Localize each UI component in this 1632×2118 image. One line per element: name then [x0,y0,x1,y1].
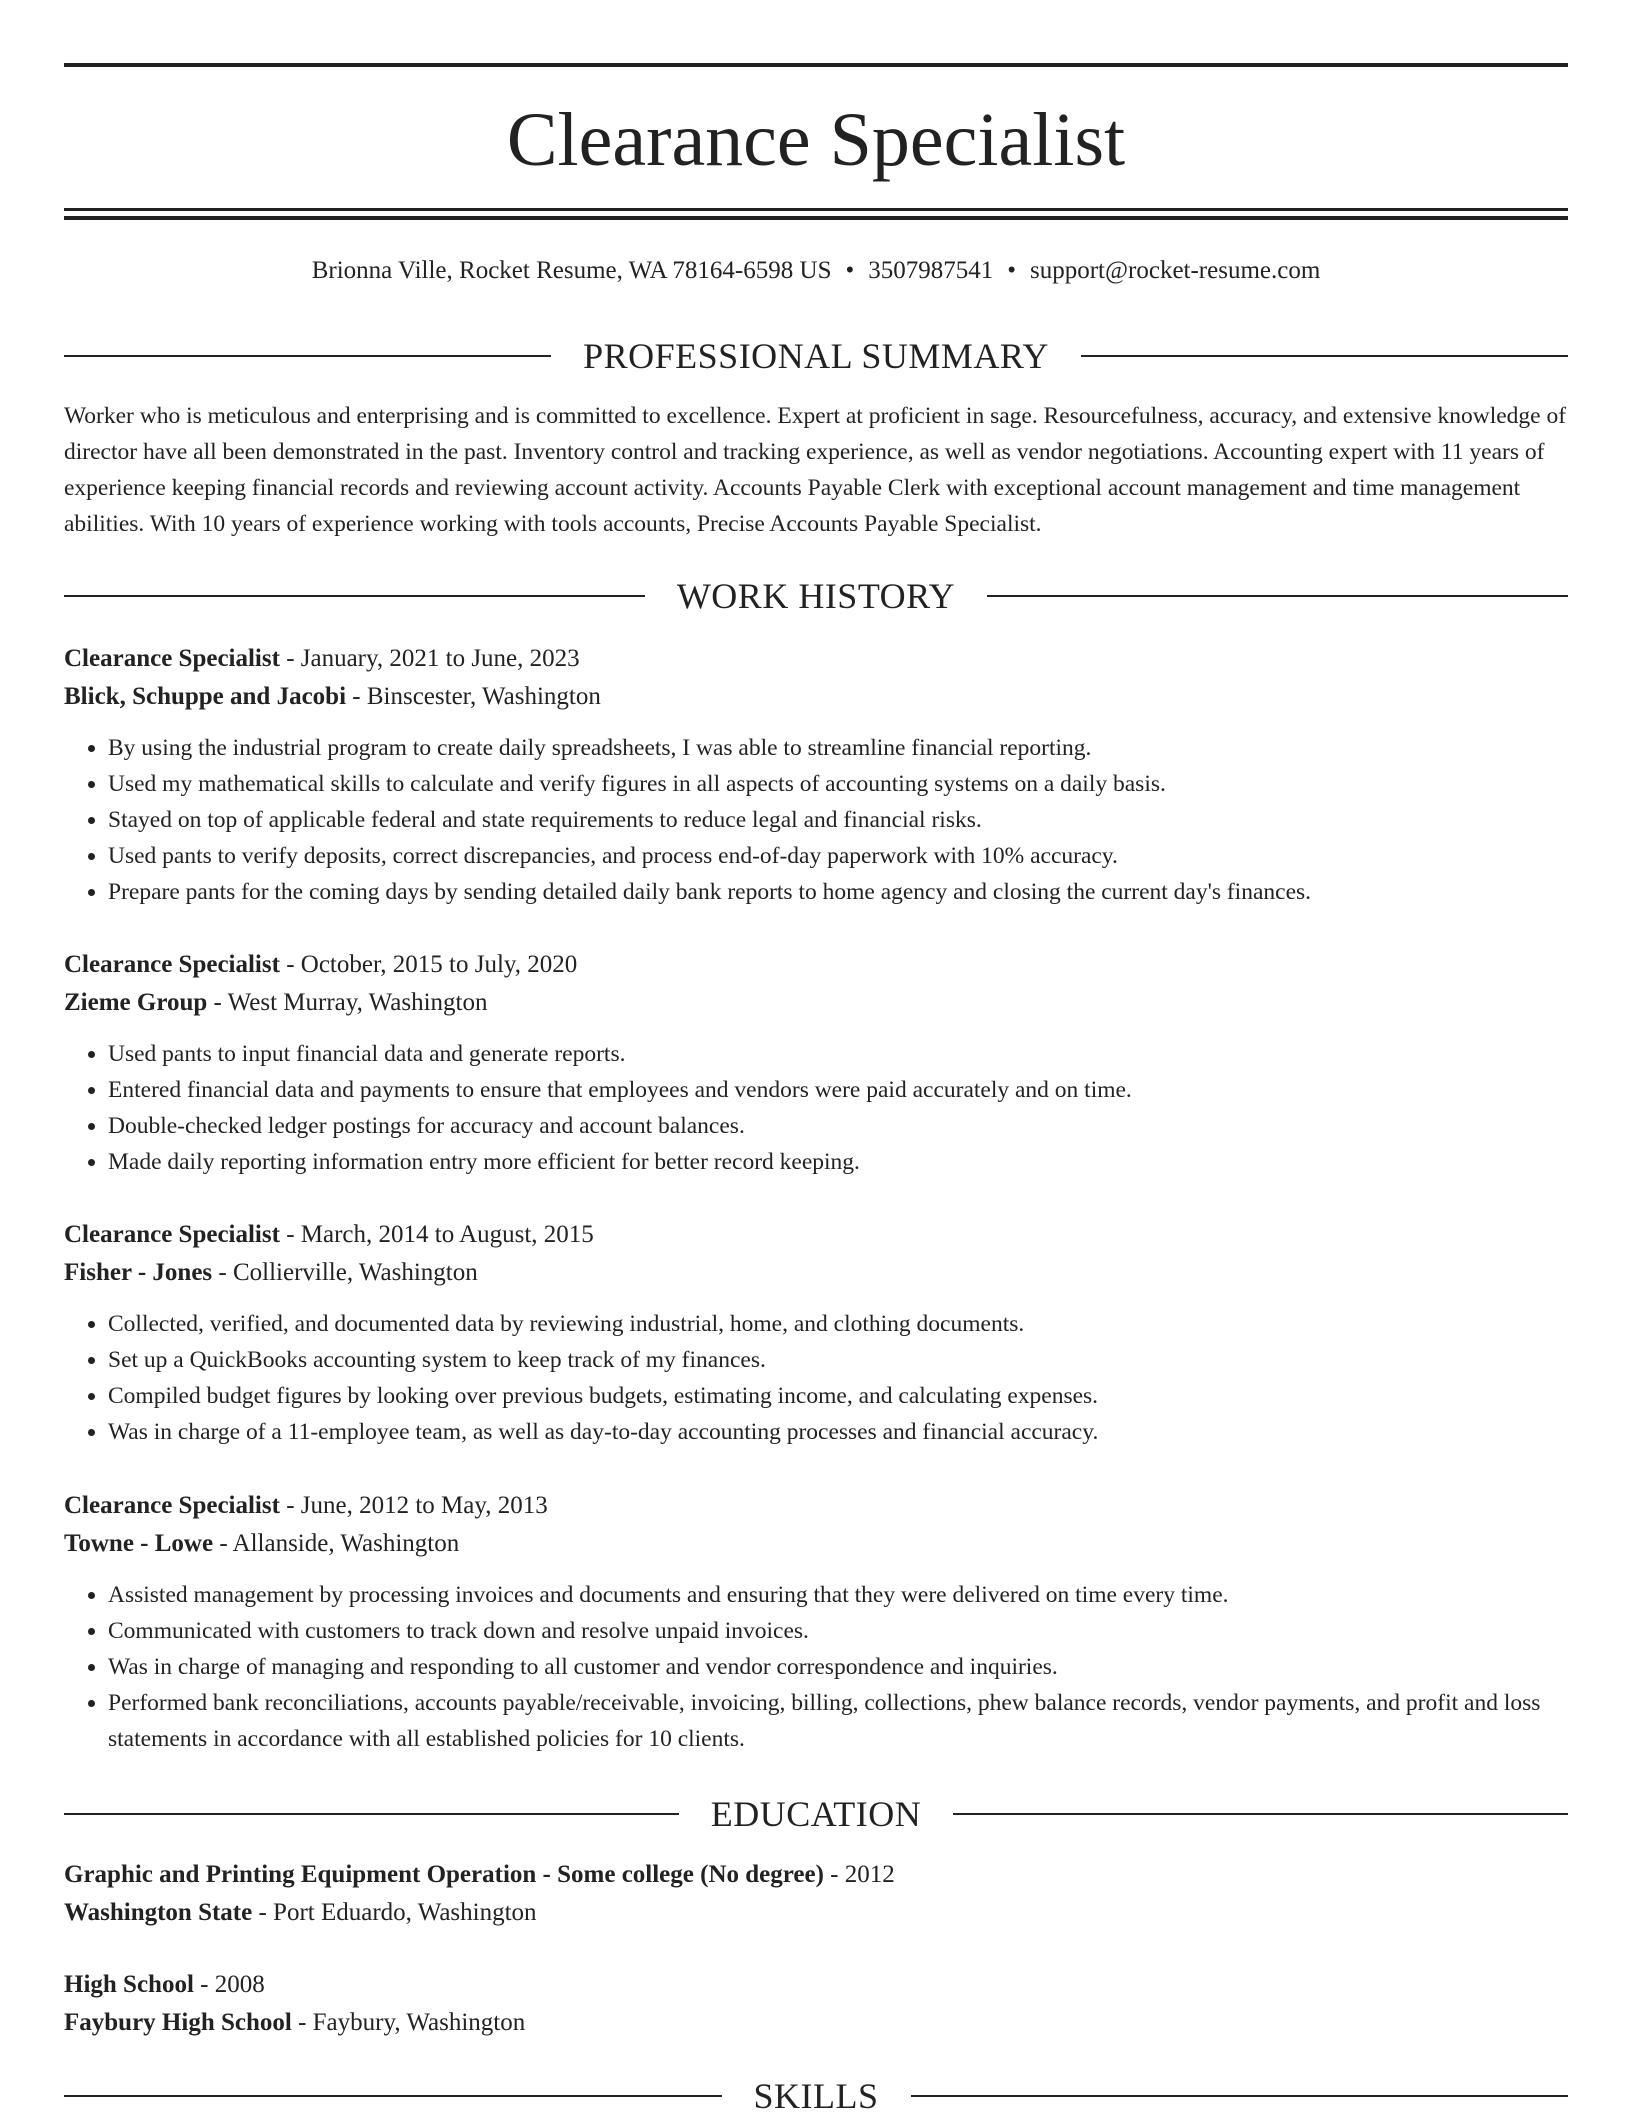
contact-phone: 3507987541 [868,257,994,284]
job-title-line [64,640,1568,678]
heading-rule [64,2095,722,2097]
contact-separator: • [1007,257,1016,284]
education-entry [64,1856,1568,1932]
section-heading-work-history [64,574,1568,618]
section-title: EDUCATION [710,1794,922,1834]
job-bullet: • Was in charge of managing and responding to all customer and vendor correspondence and inquiries. [108,1649,1568,1685]
job-bullet: • Prepare pants for the coming days by sending detailed daily bank reports to home agency and closing the current day's finances. [108,874,1568,910]
job-bullets [64,730,1568,910]
job-entry [64,1216,1568,1450]
job-bullet: • Performed bank reconciliations, accounts payable/receivable, invoicing, billing, collections, phew balance records, vendor payments, and profit and loss statements in accordance with all established policies for 10 clients. [108,1685,1568,1757]
job-bullets [64,1306,1568,1450]
job-title-line [64,1216,1568,1254]
job-company-line [64,678,1568,716]
job-bullet: • Used pants to verify deposits, correct discrepancies, and process end-of-day paperwork with 10% accuracy. [108,838,1568,874]
education-degree: High School [64,1971,194,1998]
section-heading-summary [64,334,1568,378]
education-degree: Graphic and Printing Equipment Operation - Some college (No degree) [64,1861,824,1888]
job-bullet: • Made daily reporting information entry more efficient for better record keeping. [108,1144,1568,1180]
job-company: Towne - Lowe [64,1530,214,1557]
title-rule-lower [64,216,1568,220]
education-year: - 2008 [193,1971,265,1998]
education-entry [64,1966,1568,2042]
job-title-line [64,946,1568,984]
job-title-line [64,1487,1568,1525]
education-school: Washington State [64,1899,253,1926]
job-company: Fisher - Jones [64,1259,213,1286]
section-title: PROFESSIONAL SUMMARY [583,336,1049,376]
heading-rule [64,595,645,597]
title-rule-upper [64,208,1568,211]
education-school-line [64,2004,1568,2042]
job-dates: - January, 2021 to June, 2023 [279,645,580,672]
job-title: Clearance Specialist [64,1492,280,1519]
job-bullet: • Assisted management by processing invoices and documents and ensuring that they were delivered on time every time. [108,1577,1568,1613]
job-bullet: • Communicated with customers to track down and resolve unpaid invoices. [108,1613,1568,1649]
heading-rule [1081,355,1568,357]
education-school: Faybury High School [64,2009,292,2036]
job-bullet: • Stayed on top of applicable federal and state requirements to reduce legal and financial risks. [108,802,1568,838]
section-heading-education [64,1792,1568,1836]
job-location: - Collierville, Washington [212,1259,478,1286]
job-company: Zieme Group [64,989,208,1016]
education-degree-line [64,1856,1568,1894]
heading-rule [953,1813,1568,1815]
job-bullet: • Used my mathematical skills to calculate and verify figures in all aspects of accounting systems on a daily basis. [108,766,1568,802]
top-rule [64,63,1568,67]
job-location: - Allanside, Washington [213,1530,460,1557]
job-entry [64,1487,1568,1757]
summary-text: Worker who is meticulous and enterprising and is committed to excellence. Expert at proficient in sage. Resourcefulness, accuracy, and extensive knowledge of director have all been demonstrated in the past. Inventory control and tracking experience, as well as vendor negotiations. Accounting expert with 11 years of experience keeping financial records and reviewing account activity. Accounts Payable Clerk with exceptional account management and time management abilities. With 10 years of experience working with tools accounts, Precise Accounts Payable Specialist. [64,403,1567,537]
education-degree-line [64,1966,1568,2004]
job-entry [64,946,1568,1180]
job-dates: - October, 2015 to July, 2020 [279,951,578,978]
heading-rule [911,2095,1569,2097]
contact-address: Brionna Ville, Rocket Resume, WA 78164-6598 US [311,257,832,284]
job-bullet: • Collected, verified, and documented data by reviewing industrial, home, and clothing documents. [108,1306,1568,1342]
job-bullet: • Used pants to input financial data and generate reports. [108,1036,1568,1072]
heading-rule [64,355,551,357]
job-bullet: • Set up a QuickBooks accounting system to keep track of my finances. [108,1342,1568,1378]
job-dates: - June, 2012 to May, 2013 [279,1492,548,1519]
job-bullet: • Was in charge of a 11-employee team, as well as day-to-day accounting processes and financial accuracy. [108,1414,1568,1450]
heading-rule [64,1813,679,1815]
job-title: Clearance Specialist [64,1221,280,1248]
education-year: - 2012 [823,1861,895,1888]
section-title: SKILLS [753,2076,879,2116]
contact-email: support@rocket-resume.com [1030,257,1321,284]
job-title: Clearance Specialist [64,951,280,978]
job-company-line [64,1525,1568,1563]
education-location: - Faybury, Washington [291,2009,526,2036]
job-bullet: • Double-checked ledger postings for accuracy and account balances. [108,1108,1568,1144]
job-entry [64,640,1568,910]
job-bullet: • Compiled budget figures by looking over previous budgets, estimating income, and calculating expenses. [108,1378,1568,1414]
job-company: Blick, Schuppe and Jacobi [64,683,347,710]
job-dates: - March, 2014 to August, 2015 [279,1221,594,1248]
page-title: Clearance Specialist [506,98,1126,182]
education-school-line [64,1894,1568,1932]
job-bullets [64,1577,1568,1757]
contact-separator: • [845,257,855,284]
education-location: - Port Eduardo, Washington [252,1899,537,1926]
section-heading-skills [64,2074,1568,2118]
contact-line [64,254,1568,288]
job-location: - Binscester, Washington [346,683,601,710]
job-bullet: • By using the industrial program to create daily spreadsheets, I was able to streamline financial reporting. [108,730,1568,766]
heading-rule [987,595,1568,597]
job-company-line [64,984,1568,1022]
section-title: WORK HISTORY [676,576,956,616]
job-bullets [64,1036,1568,1180]
job-bullet: • Entered financial data and payments to ensure that employees and vendors were paid accurately and on time. [108,1072,1568,1108]
job-location: - West Murray, Washington [207,989,488,1016]
job-title: Clearance Specialist [64,645,280,672]
job-company-line [64,1254,1568,1292]
